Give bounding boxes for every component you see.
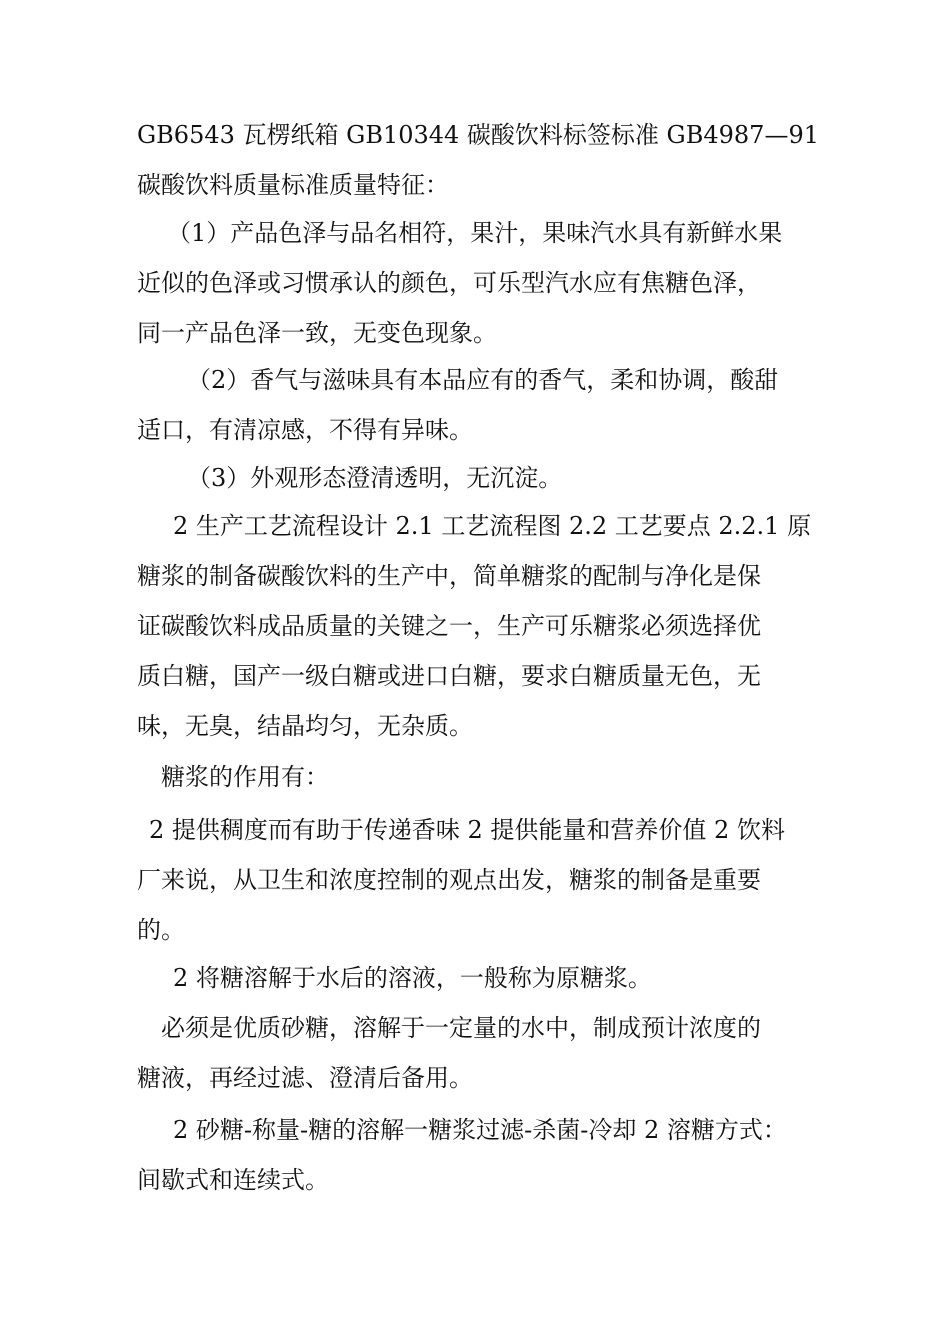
text-line: （2）香气与滋味具有本品应有的香气，柔和协调，酸甜	[187, 366, 779, 394]
text-line: 证碳酸饮料成品质量的关键之一，生产可乐糖浆必须选择优	[137, 612, 761, 640]
paragraph-quality-3	[137, 453, 827, 503]
paragraph-syrup-functions	[137, 805, 827, 955]
text-line: GB6543 瓦楞纸箱 GB10344 碳酸饮料标签标准 GB4987—91	[137, 121, 819, 149]
paragraph-raw-syrup	[137, 953, 827, 1003]
paragraph-syrup-role	[137, 752, 827, 802]
text-line: 2 将糖溶解于水后的溶液，一般称为原糖浆。	[173, 964, 652, 992]
text-line: 糖浆的制备碳酸饮料的生产中，简单糖浆的配制与净化是保	[137, 562, 761, 590]
paragraph-quality-2	[137, 355, 827, 455]
paragraph-quality-1	[137, 208, 827, 358]
text-line: （1）产品色泽与品名相符，果汁，果味汽水具有新鲜水果	[167, 219, 783, 247]
text-line: 的。	[137, 916, 185, 944]
text-line: 2 生产工艺流程设计 2.1 工艺流程图 2.2 工艺要点 2.2.1 原	[173, 512, 812, 540]
paragraph-dissolving-methods	[137, 1105, 827, 1205]
text-line: 同一产品色泽一致，无变色现象。	[137, 319, 497, 347]
text-line: 味，无臭，结晶均匀，无杂质。	[137, 712, 473, 740]
paragraph-process-design	[137, 501, 827, 751]
paragraph-sugar-requirement	[137, 1003, 827, 1103]
text-line: 碳酸饮料质量标准质量特征：	[137, 171, 449, 199]
text-line: 糖液，再经过滤、澄清后备用。	[137, 1064, 473, 1092]
text-line: 适口，有清凉感，不得有异味。	[137, 416, 473, 444]
text-line: （3）外观形态澄清透明，无沉淀。	[187, 464, 563, 492]
paragraph-standards	[137, 110, 827, 210]
text-line: 2 砂糖-称量-糖的溶解一糖浆过滤-杀菌-冷却 2 溶糖方式：	[173, 1116, 787, 1144]
text-line: 厂来说，从卫生和浓度控制的观点出发，糖浆的制备是重要	[137, 866, 761, 894]
text-line: 必须是优质砂糖，溶解于一定量的水中，制成预计浓度的	[161, 1014, 761, 1042]
text-line: 近似的色泽或习惯承认的颜色，可乐型汽水应有焦糖色泽，	[137, 269, 761, 297]
text-line: 间歇式和连续式。	[137, 1166, 329, 1194]
text-line: 2 提供稠度而有助于传递香味 2 提供能量和营养价值 2 饮料	[149, 816, 785, 844]
text-line: 糖浆的作用有：	[161, 763, 329, 791]
text-line: 质白糖，国产一级白糖或进口白糖，要求白糖质量无色，无	[137, 662, 761, 690]
